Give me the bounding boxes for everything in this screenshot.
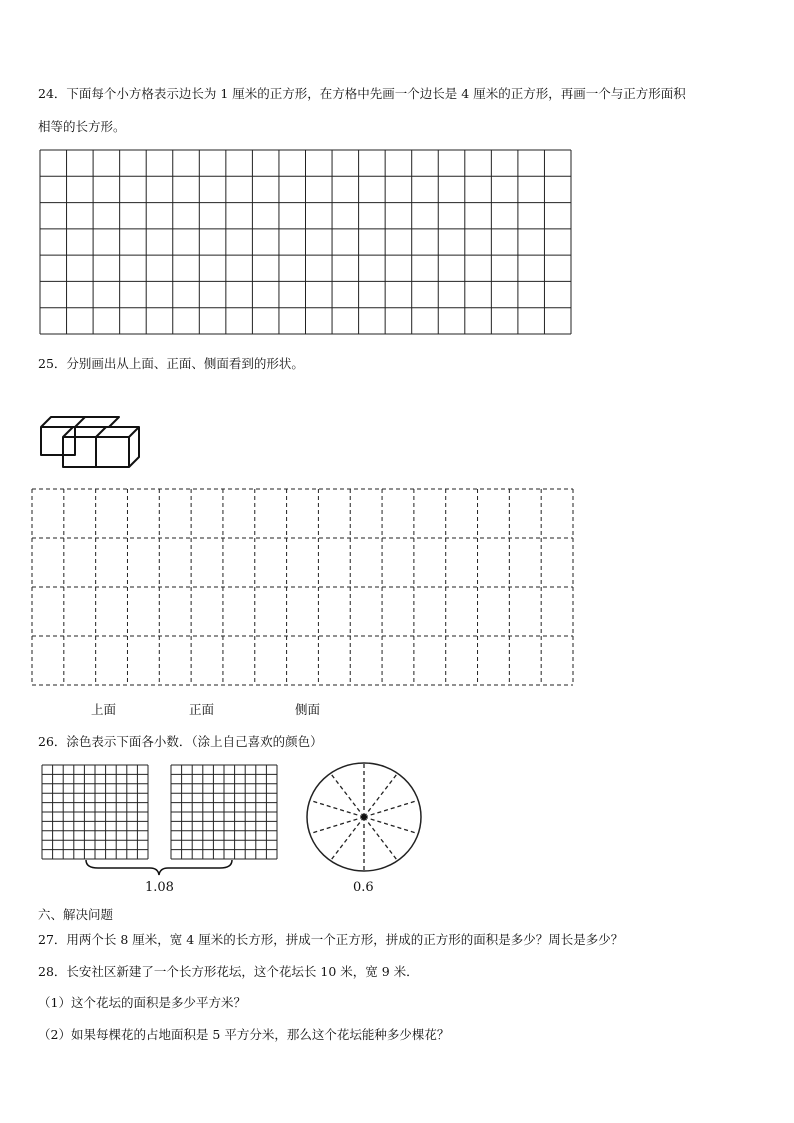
brace [84,858,234,876]
q28-sub2: （2）如果每棵花的占地面积是 5 平方分米，那么这个花坛能种多少棵花？ [38,1027,450,1042]
decimal-label-1: 1.08 [145,880,174,895]
sector-divider [364,817,418,834]
q24-text-line1: 24．下面每个小方格表示边长为 1 厘米的正方形，在方格中先画一个边长是 4 厘米的正方形，再画一个与正方形面积 [38,86,686,101]
label-top-view: 上面 [91,702,117,717]
label-front-view: 正面 [189,702,215,717]
circle-ten-sectors[interactable] [303,760,425,878]
hundred-grid-2[interactable] [170,764,278,860]
q25-text: 25．分别画出从上面、正面、侧面看到的形状。 [38,356,304,371]
label-side-view: 侧面 [295,702,321,717]
q24-text-line2: 相等的长方形。 [38,119,126,134]
q26-text: 26．涂色表示下面各小数．（涂上自己喜欢的颜色） [38,734,323,749]
sector-divider [364,773,398,817]
section-heading: 六、解决问题 [38,907,114,922]
sector-divider [310,800,364,817]
sector-divider [310,817,364,834]
decimal-label-2: 0.6 [353,880,374,895]
q25-dashed-grid[interactable] [31,488,574,686]
q27-text: 27．用两个长 8 厘米，宽 4 厘米的长方形，拼成一个正方形，拼成的正方形的面积是多少？周长是多少？ [38,932,624,947]
circle-center [361,814,367,820]
hundred-grid-1[interactable] [41,764,149,860]
q28-sub1: （1）这个花坛的面积是多少平方米？ [38,995,246,1010]
cube-figure [38,414,144,470]
sector-divider [330,817,364,861]
q28-text: 28．长安社区新建了一个长方形花坛，这个花坛长 10 米，宽 9 米． [38,964,419,979]
sector-divider [364,817,398,861]
q24-drawing-grid[interactable] [39,149,572,335]
sector-divider [364,800,418,817]
sector-divider [330,773,364,817]
